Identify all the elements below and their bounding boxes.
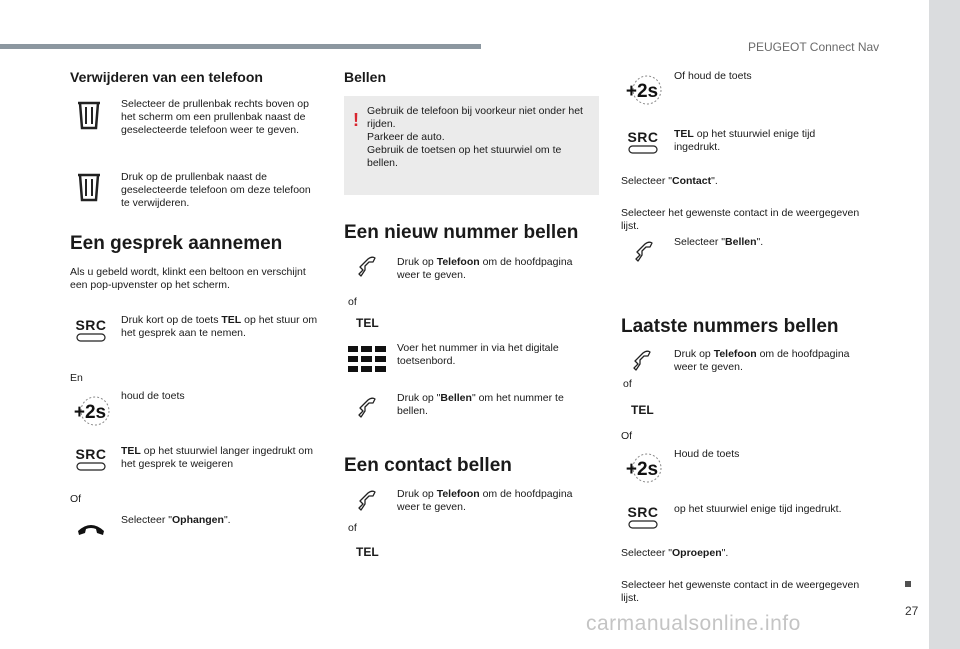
phone-handset-icon bbox=[356, 396, 378, 423]
label-of: of bbox=[348, 522, 357, 534]
tel-label: TEL bbox=[356, 316, 379, 330]
new-number-step-2: Voer het nummer in via het digitale toetsenbord. bbox=[397, 342, 559, 367]
src-button-icon: SRC bbox=[72, 447, 110, 475]
phone-handset-icon bbox=[633, 240, 655, 267]
select-oproepen: Selecteer "Oproepen". bbox=[621, 547, 729, 559]
section-title-new-number: Een nieuw nummer bellen bbox=[344, 222, 579, 243]
trash-icon bbox=[77, 100, 101, 135]
svg-text:+2s: +2s bbox=[73, 402, 107, 423]
section-title-bellen: Bellen bbox=[344, 69, 387, 85]
section-title-delete-phone: Verwijderen van een telefoon bbox=[70, 69, 263, 85]
select-bellen: Selecteer "Bellen". bbox=[674, 236, 764, 248]
tel-label: TEL bbox=[631, 403, 654, 417]
src-button-icon: SRC bbox=[624, 505, 662, 533]
phone-handset-icon bbox=[631, 349, 653, 376]
src-button-icon: SRC bbox=[624, 130, 662, 158]
contact-step-1: Druk op Telefoon om de hoofdpagina weer te geven. bbox=[397, 488, 573, 513]
hold-2s-icon bbox=[619, 452, 665, 489]
hold-2s-icon bbox=[67, 395, 113, 432]
new-number-step-1: Druk op Telefoon om de hoofdpagina weer te geven. bbox=[397, 256, 573, 281]
label-of-upper: Of bbox=[621, 430, 633, 442]
page-bullet bbox=[905, 581, 911, 587]
answer-intro: Als u gebeld wordt, klinkt een beltoon en verschijnt een pop-upvenster op het scherm. bbox=[70, 266, 306, 291]
svg-text:+2s: +2s bbox=[625, 81, 659, 102]
recent-step-1: Druk op Telefoon om de hoofdpagina weer te geven. bbox=[674, 348, 850, 373]
recent-step-2: Houd de toets bbox=[674, 448, 740, 460]
section-title-recent-calls: Laatste nummers bellen bbox=[621, 316, 839, 337]
warning-icon: ! bbox=[353, 110, 359, 130]
new-number-step-3: Druk op "Bellen" om het nummer te bellen. bbox=[397, 392, 564, 417]
recent-step-3: op het stuurwiel enige tijd ingedrukt. bbox=[674, 503, 842, 515]
hangup-step: Selecteer "Ophangen". bbox=[121, 514, 231, 526]
label-of: Of bbox=[70, 493, 82, 505]
reject-step-1: houd de toets bbox=[121, 390, 185, 402]
hold-2s-icon bbox=[619, 74, 665, 111]
select-from-list-2: Selecteer het gewenste contact in de weergegeven lijst. bbox=[621, 579, 860, 604]
contact-step-3: TEL op het stuurwiel enige tijd ingedrukt. bbox=[674, 128, 816, 153]
page-edge-bar bbox=[929, 0, 960, 649]
reject-step-2: TEL op het stuurwiel langer ingedrukt om het gesprek te weigeren bbox=[121, 445, 314, 470]
watermark: carmanualsonline.info bbox=[586, 612, 801, 635]
delete-step-2: Druk op de prullenbak naast de geselecteerde telefoon om deze telefoon te verwijderen. bbox=[121, 171, 311, 209]
phone-handset-icon bbox=[356, 255, 378, 282]
label-of: of bbox=[623, 378, 632, 390]
svg-text:+2s: +2s bbox=[625, 459, 659, 480]
tel-label: TEL bbox=[356, 545, 379, 559]
safety-note-text: Gebruik de telefoon bij voorkeur niet onder het rijden. Parkeer de auto. Gebruik de toetsen op het stuurwiel om te bellen. bbox=[367, 105, 583, 169]
section-title-answer-call: Een gesprek aannemen bbox=[70, 233, 283, 254]
answer-step-1: Druk kort op de toets TEL op het stuur om het gesprek aan te nemen. bbox=[121, 314, 318, 339]
section-title-contact-call: Een contact bellen bbox=[344, 455, 512, 476]
select-contact: Selecteer "Contact". bbox=[621, 175, 718, 187]
keypad-icon bbox=[348, 346, 386, 377]
contact-step-2: Of houd de toets bbox=[674, 70, 752, 82]
phone-handset-icon bbox=[356, 489, 378, 516]
hang-up-icon bbox=[76, 521, 106, 542]
page-header: PEUGEOT Connect Nav bbox=[748, 40, 880, 54]
label-of: of bbox=[348, 296, 357, 308]
label-en: En bbox=[70, 372, 83, 384]
delete-step-1: Selecteer de prullenbak rechts boven op het scherm om een prullenbak naast de geselecteerde telefoon weer te geven. bbox=[121, 98, 309, 136]
trash-icon bbox=[77, 172, 101, 207]
safety-note bbox=[344, 96, 599, 195]
top-rule bbox=[0, 44, 481, 49]
src-button-icon: SRC bbox=[72, 318, 110, 346]
page-number: 27 bbox=[905, 604, 919, 618]
select-from-list: Selecteer het gewenste contact in de weergegeven lijst. bbox=[621, 207, 860, 232]
